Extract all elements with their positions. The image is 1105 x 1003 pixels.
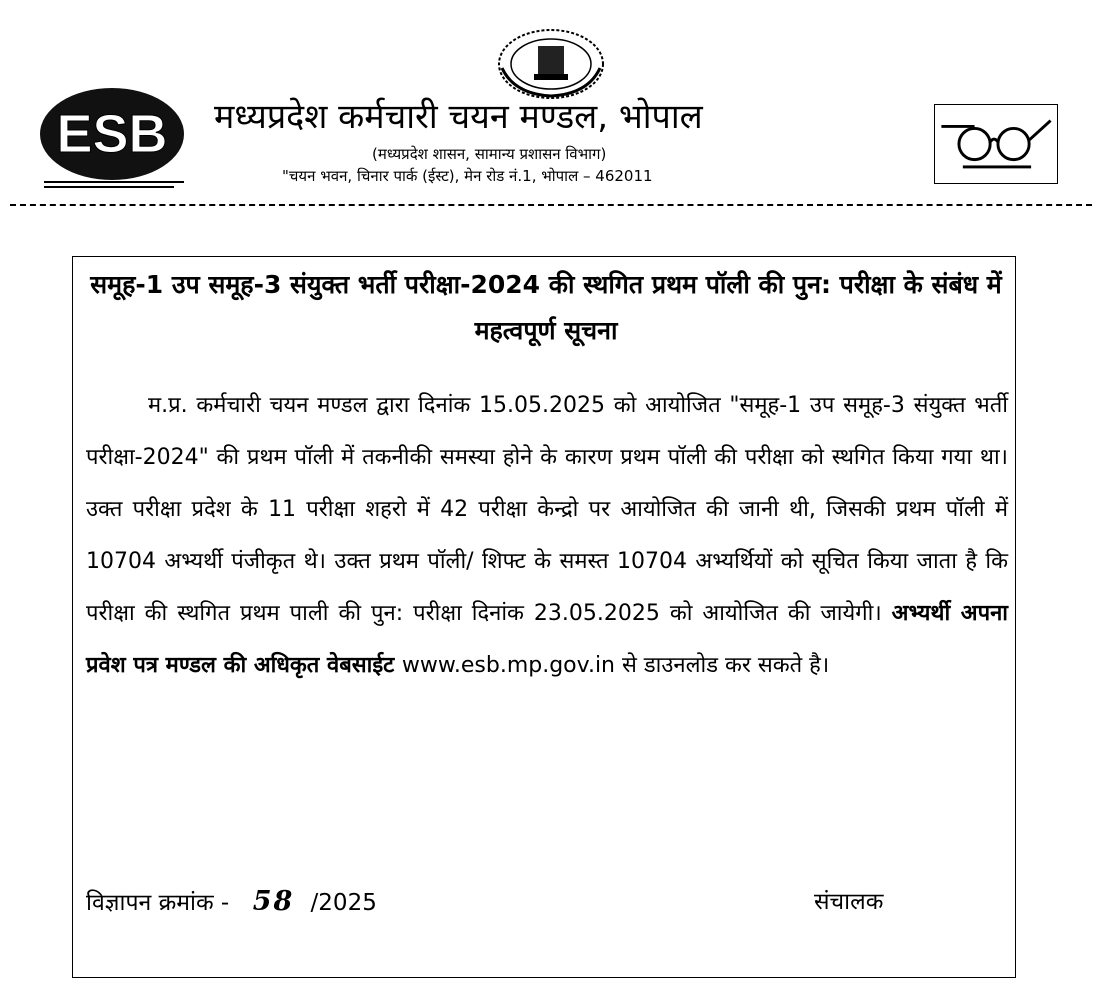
- organization-address: "चयन भवन, चिनार पार्क (ईस्ट), मेन रोड नं.1, भोपाल – 462011: [282, 167, 653, 185]
- signatory: संचालक: [814, 889, 884, 915]
- advertisement-year: /2025: [310, 890, 377, 916]
- notice-body: [86, 380, 1008, 692]
- esb-caption-graphic: [44, 180, 184, 190]
- organization-department: (मध्यप्रदेश शासन, सामान्य प्रशासन विभाग): [372, 145, 607, 163]
- notice-title: समूह-1 उप समूह-3 संयुक्त भर्ती परीक्षा-2024 की स्थगित प्रथम पॉली की पुन: परीक्षा के संबंध में महत्वपूर्ण सूचना: [90, 270, 1002, 345]
- esb-logo-text: ESB: [56, 104, 168, 164]
- swachh-bharat-logo-icon: [934, 104, 1058, 184]
- advertisement-label: विज्ञापन क्रमांक -: [86, 890, 237, 916]
- advertisement-number: 58: [252, 886, 295, 917]
- esb-logo-icon: [38, 86, 186, 186]
- state-emblem-icon: [494, 24, 608, 100]
- letterhead: [0, 0, 1105, 210]
- organization-name: मध्यप्रदेश कर्मचारी चयन मण्डल, भोपाल: [214, 97, 703, 137]
- notice-body-bold-text: अभ्यर्थी अपना प्रवेश पत्र मण्डल की अधिकृत वेबसाईट: [86, 601, 1008, 678]
- header-divider: [10, 204, 1092, 206]
- notice-body-text: म.प्र. कर्मचारी चयन मण्डल द्वारा दिनांक 15.05.2025 को आयोजित "समूह-1 उप समूह-3 संयुक्त भर्ती परीक्षा-2024" की प्रथम पॉली में तकनीकी समस्या होने के कारण प्रथम पॉली की परीक्षा को स्थगित किया गया था। उक्त परीक्षा प्रदेश के 11 परीक्षा शहरो में 42 परीक्षा केन्द्रो पर आयोजित की जानी थी, जिसकी प्रथम पॉली में 10704 अभ्यर्थी पंजीकृत थे। उक्त प्रथम पॉली/ शिफ्ट के समस्त 10704 अभ्यर्थियों को सूचित किया जाता है कि परीक्षा की स्थगित प्रथम पाली की पुन: परीक्षा दिनांक 23.05.2025 को आयोजित की जायेगी।: [86, 393, 1008, 626]
- website-link[interactable]: www.esb.mp.gov.in: [401, 653, 616, 678]
- notice-body-end: से डाउनलोड कर सकते है।: [622, 653, 830, 678]
